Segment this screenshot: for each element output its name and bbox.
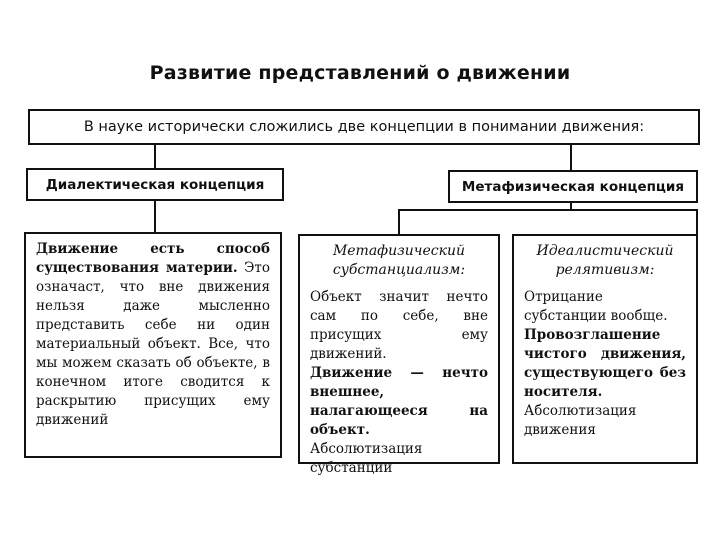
connector-substantialism	[398, 209, 400, 234]
dialectical-text: Это означаст, что вне движения нельзя даже мысленно представить себе ни один материальный объект. Все, что мы можем сказать об объекте, в конечном итоге сводится к раскрытию присущих ему движений	[36, 260, 270, 428]
dialectical-card-body	[36, 240, 270, 430]
substantialism-heading-line2: субстанциализм:	[332, 262, 466, 278]
dialectical-bold-text: Движение есть способ существования материи.	[36, 241, 270, 276]
relativism-card	[512, 234, 698, 464]
root-box-text: В науке исторически сложились две концепции в понимании движения:	[83, 119, 645, 135]
metaphysical-concept-label: Метафизическая концепция	[461, 178, 685, 195]
connector-root-metaphysical	[570, 145, 572, 170]
relativism-heading	[524, 242, 686, 280]
substantialism-heading-line1: Метафизический	[332, 243, 466, 259]
dialectical-card	[24, 232, 282, 458]
relativism-text2: Абсолютизация движения	[524, 403, 637, 438]
substantialism-heading	[310, 242, 488, 280]
dialectical-concept-box	[26, 168, 284, 201]
relativism-heading-line2: релятивизм:	[555, 262, 655, 278]
diagram-title: Развитие представлений о движении	[149, 62, 571, 84]
connector-dialectical-card	[154, 201, 156, 232]
connector-root-dialectical	[154, 145, 156, 168]
dialectical-concept-label: Диалектическая концепция	[45, 176, 265, 193]
relativism-bold-text: Провозглашение чистого движения, существующего без носителя.	[524, 327, 686, 400]
substantialism-bold-text: Движение — нечто внешнее, налагающееся на объект.	[310, 365, 488, 438]
relativism-text1: Отрицание субстанции вообще.	[524, 289, 668, 324]
root-box	[28, 109, 700, 145]
substantialism-text1: Объект значит нечто сам по себе, вне присущих ему движений.	[310, 289, 488, 362]
substantialism-card	[298, 234, 500, 476]
substantialism-text2: Абсолютизация субстанции	[310, 441, 423, 476]
connector-metaphysical-bar	[398, 209, 698, 211]
connector-relativism	[696, 209, 698, 234]
metaphysical-concept-box	[448, 170, 698, 203]
relativism-heading-line1: Идеалистический	[536, 243, 674, 259]
